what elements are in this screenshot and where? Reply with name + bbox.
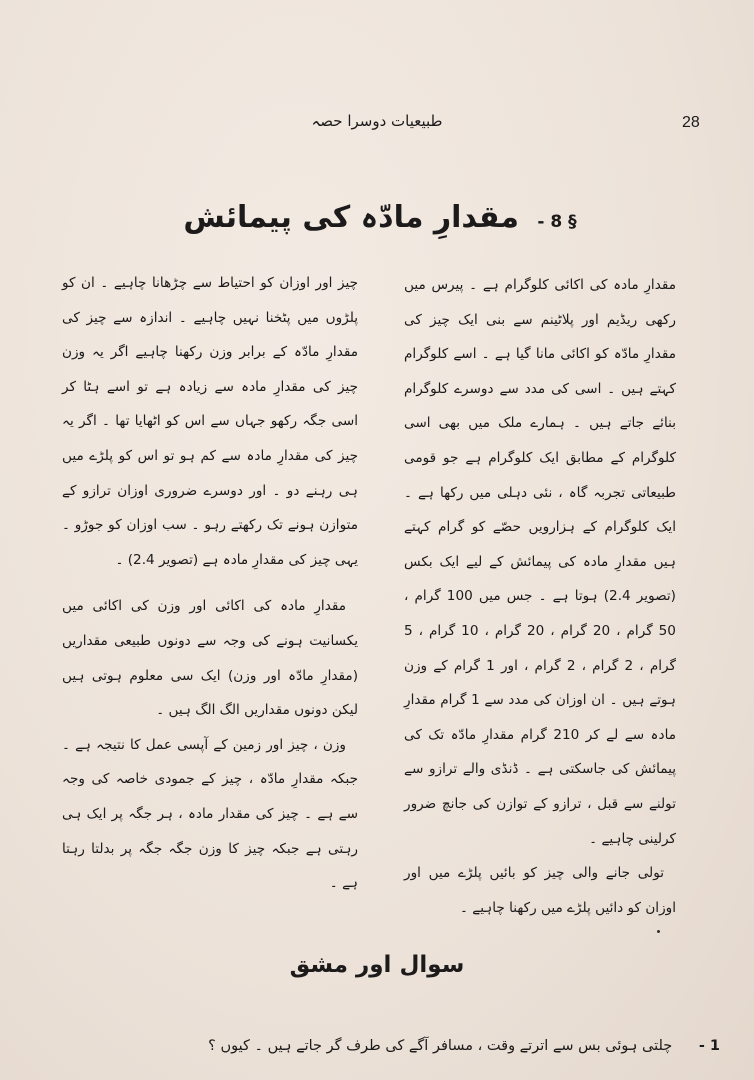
- exercises-heading: سوال اور مشق: [289, 952, 465, 978]
- question-item: [60, 1038, 720, 1054]
- question-text: چلتی ہوئی بس سے اترتے وقت ، مسافر آگے کی طرف گر جاتے ہیں ۔ کیوں ؟: [208, 1038, 673, 1054]
- left-column: [62, 266, 358, 901]
- paragraph: تولی جانے والی چیز کو بائیں پلڑے میں اور اوزان کو دائیں پلڑے میں رکھنا چاہیے ۔: [404, 865, 676, 916]
- page-number: 28: [682, 114, 700, 131]
- paragraph: مقدارِ مادہ کی اکائی کلوگرام ہے ۔ پیرس میں رکھی ریڈیم اور پلاٹینم سے بنی ایک چیز کی مقدارِ مادّہ کو اکائی مانا گیا ہے ۔ اسے کلوگرام کہتے ہیں ۔ اسی کی مدد سے دوسرے کلوگرام بنائے جاتے ہیں ۔ ہمارے ملک میں بھی اسی کلوگرام کے مطابق ایک کلوگرام ہے جو قومی طبیعاتی تجربہ گاہ ، نئی دہلی میں رکھا ہے ۔ ایک کلوگرام کے ہزارویں حصّے کو گرام کہتے ہیں مقدارِ مادہ کی پیمائش کے لیے ایک بکس (تصویر 2.4) ہوتا ہے ۔ جس میں 100 گرام ، 50 گرام ، 20 گرام ، 20 گرام ، 10 گرام ، 5 گرام ، 2 گرام ، 2 گرام ، اور 1 گرام کے وزن ہوتے ہیں ۔ ان اوزان کی مدد سے 1 گرام مقدارِ مادہ سے لے کر 210 گرام مقدارِ مادّہ تک کی پیمائش کی جاسکتی ہے ۔ ڈنڈی والے ترازو سے تولنے سے قبل ، ترازو کے توازن کی جانچ ضرور کرلینی چاہیے ۔: [404, 277, 676, 847]
- section-title: مقدارِ مادّہ کی پیمائش: [183, 200, 519, 235]
- section-number: § 8 -: [537, 212, 577, 232]
- section-heading: [80, 200, 680, 235]
- paragraph: مقدارِ مادہ کی اکائی اور وزن کی اکائی میں یکسانیت ہونے کی وجہ سے دونوں طبیعی مقداریں (مقدارِ مادّہ اور وزن) ایک سی معلوم ہوتی ہیں لیکن دونوں مقداریں الگ الگ ہیں ۔: [62, 598, 358, 719]
- ink-dot: [657, 930, 660, 933]
- question-number: 1 -: [698, 1038, 720, 1054]
- paragraph: چیز اور اوزان کو احتیاط سے چڑھانا چاہیے ۔ ان کو پلڑوں میں پٹخنا نہیں چاہیے ۔ اندازہ سے چیز کی مقدارِ مادّہ کے برابر وزن رکھنا چاہیے اگر یہ وزن چیز کی مقدارِ مادہ سے زیادہ ہے تو اسے ہٹا کر اسی جگہ رکھو جہاں سے اس کو اٹھایا تھا ۔ اگر یہ چیز کی مقدارِ مادہ سے کم ہو تو اس کو پلڑے میں ہی رہنے دو ۔ اور دوسرے ضروری اوزان ترازو کے متوازن ہونے تک رکھتے رہو ۔ سب اوزان کو جوڑو ۔ یہی چیز کی مقدارِ مادہ ہے (تصویر 2.4) ۔: [62, 275, 358, 568]
- paragraph: وزن ، چیز اور زمین کے آپسی عمل کا نتیجہ ہے ۔ جبکہ مقدارِ مادّہ ، چیز کے جمودی خاصہ کی وجہ سے ہے ۔ چیز کی مقدار مادہ ، ہر جگہ پر ایک ہی رہتی ہے جبکہ چیز کا وزن جگہ جگہ پر بدلتا رہتا ہے ۔: [62, 736, 358, 892]
- running-head: طبیعیات دوسرا حصہ: [311, 112, 443, 130]
- right-column: [404, 268, 676, 925]
